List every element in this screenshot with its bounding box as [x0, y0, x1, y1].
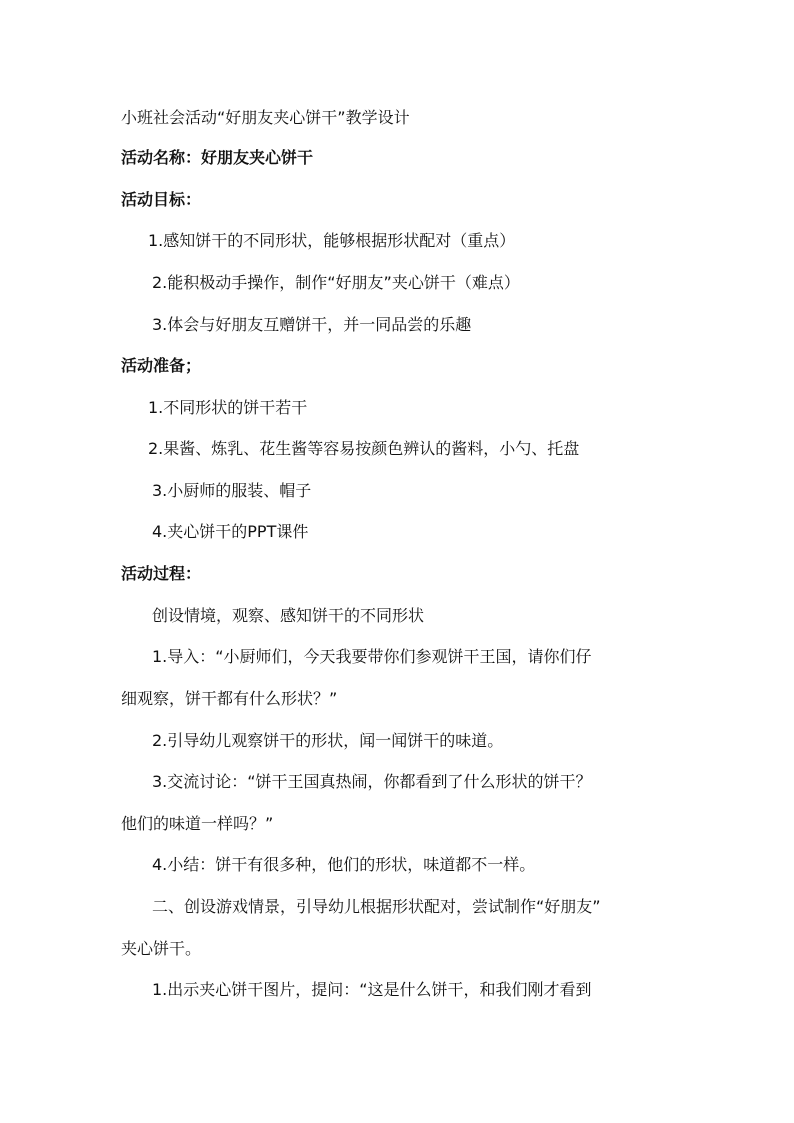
goal-item: 2.能积极动手操作，制作“好朋友”夹心饼干（难点）: [152, 273, 520, 292]
process-paragraph: 细观察，饼干都有什么形状？”: [121, 689, 338, 708]
prep-heading: 活动准备；: [121, 356, 202, 375]
process-paragraph: 2.引导幼儿观察饼干的形状，闻一闻饼干的味道。: [152, 731, 504, 750]
prep-item: 1.不同形状的饼干若干: [148, 398, 308, 417]
prep-item: 4.夹心饼干的PPT课件: [152, 522, 309, 541]
process-paragraph: 他们的味道一样吗？”: [121, 814, 274, 833]
process-paragraph: 夹心饼干。: [121, 939, 202, 958]
process-heading: 活动过程：: [121, 564, 202, 583]
prep-item: 3.小厨师的服装、帽子: [152, 481, 312, 500]
activity-name: [121, 148, 313, 168]
goal-item: 1.感知饼干的不同形状，能够根据形状配对（重点）: [148, 231, 516, 250]
prep-item: 2.果酱、炼乳、花生酱等容易按颜色辨认的酱料，小勺、托盘: [148, 439, 580, 458]
process-paragraph: 1.导入：“小厨师们，今天我要带你们参观饼干王国，请你们仔: [152, 647, 592, 666]
process-paragraph: 创设情境，观察、感知饼干的不同形状: [152, 606, 425, 625]
goal-item: 3.体会与好朋友互赠饼干，并一同品尝的乐趣: [152, 315, 472, 334]
activity-name-label: 活动名称：: [121, 148, 202, 167]
process-paragraph: 4.小结：饼干有很多种，他们的形状，味道都不一样。: [152, 855, 536, 874]
process-paragraph: 二、创设游戏情景，引导幼儿根据形状配对，尝试制作“好朋友”: [152, 897, 601, 916]
goals-heading: 活动目标：: [121, 190, 202, 209]
document-title: 小班社会活动“好朋友夹心饼干”教学设计: [121, 108, 410, 127]
activity-name-value: 好朋友夹心饼干: [201, 148, 314, 167]
process-paragraph: 3.交流讨论：“饼干王国真热闹，你都看到了什么形状的饼干？: [152, 772, 592, 791]
process-paragraph: 1.出示夹心饼干图片，提问：“这是什么饼干，和我们刚才看到: [152, 980, 592, 999]
